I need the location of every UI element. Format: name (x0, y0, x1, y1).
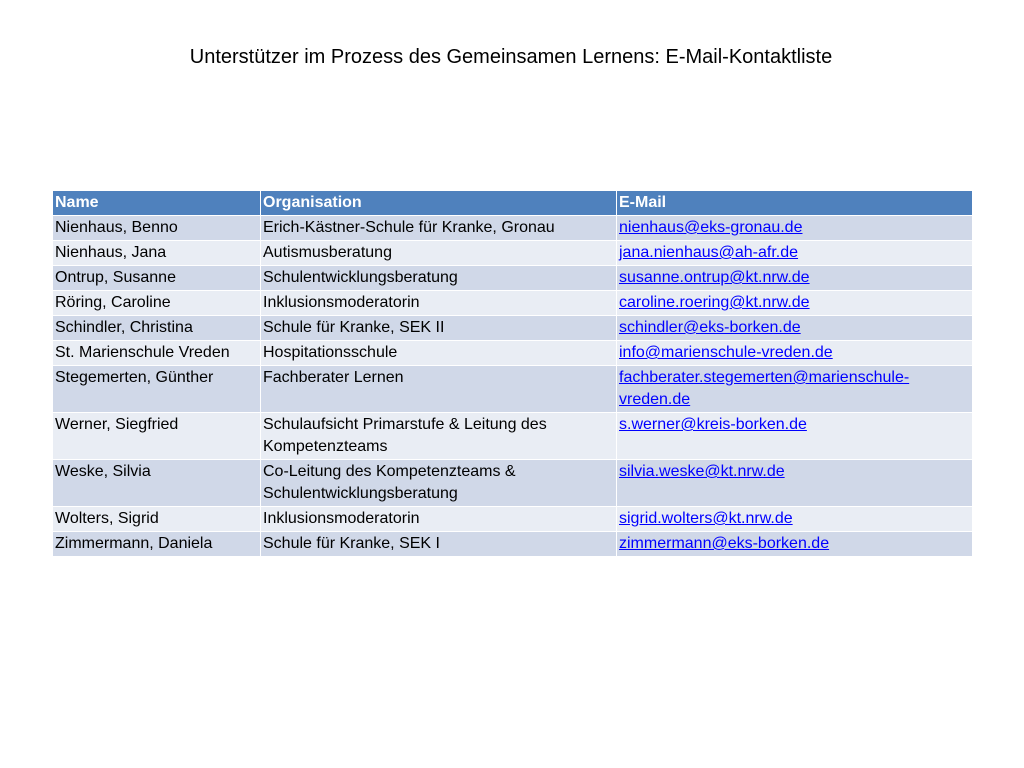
cell-email (617, 341, 973, 366)
email-link[interactable]: jana.nienhaus@ah-afr.de (619, 244, 799, 261)
cell-email (617, 366, 973, 413)
cell-name: Werner, Siegfried (53, 413, 261, 460)
cell-name: Wolters, Sigrid (53, 507, 261, 532)
cell-name: Schindler, Christina (53, 316, 261, 341)
email-link[interactable]: zimmermann@eks-borken.de (619, 535, 830, 552)
column-header-email: E-Mail (617, 191, 973, 216)
page-title: Unterstützer im Prozess des Gemeinsamen Lernens: E-Mail-Kontaktliste (189, 46, 833, 68)
cell-email (617, 460, 973, 507)
cell-organisation: Inklusionsmoderatorin (261, 507, 617, 532)
table-row (53, 460, 973, 507)
cell-email (617, 291, 973, 316)
email-link[interactable]: s.werner@kreis-borken.de (619, 416, 807, 433)
cell-organisation: Schulaufsicht Primarstufe & Leitung des Kompetenzteams (261, 413, 617, 460)
table-row (53, 532, 973, 557)
email-link[interactable]: fachberater.stegemerten@marienschule-vreden.de (619, 369, 910, 408)
table-row (53, 216, 973, 241)
table-row (53, 291, 973, 316)
cell-organisation: Hospitationsschule (261, 341, 617, 366)
cell-name: Weske, Silvia (53, 460, 261, 507)
cell-organisation: Schulentwicklungsberatung (261, 266, 617, 291)
cell-email (617, 216, 973, 241)
cell-name: St. Marienschule Vreden (53, 341, 261, 366)
email-link[interactable]: nienhaus@eks-gronau.de (619, 219, 803, 236)
cell-email (617, 241, 973, 266)
email-link[interactable]: silvia.weske@kt.nrw.de (619, 463, 785, 480)
cell-name: Stegemerten, Günther (53, 366, 261, 413)
table-body (53, 216, 973, 557)
table-header (53, 191, 973, 216)
cell-email (617, 532, 973, 557)
contact-table (52, 190, 973, 557)
cell-organisation: Inklusionsmoderatorin (261, 291, 617, 316)
email-link[interactable]: caroline.roering@kt.nrw.de (619, 294, 810, 311)
cell-organisation: Schule für Kranke, SEK I (261, 532, 617, 557)
table-row (53, 366, 973, 413)
cell-name: Röring, Caroline (53, 291, 261, 316)
cell-organisation: Fachberater Lernen (261, 366, 617, 413)
email-link[interactable]: info@marienschule-vreden.de (619, 344, 833, 361)
table-row (53, 341, 973, 366)
cell-name: Nienhaus, Jana (53, 241, 261, 266)
cell-organisation: Co-Leitung des Kompetenzteams & Schulentwicklungsberatung (261, 460, 617, 507)
cell-email (617, 316, 973, 341)
email-link[interactable]: sigrid.wolters@kt.nrw.de (619, 510, 793, 527)
table-row (53, 316, 973, 341)
email-link[interactable]: schindler@eks-borken.de (619, 319, 801, 336)
cell-organisation: Schule für Kranke, SEK II (261, 316, 617, 341)
column-header-name: Name (53, 191, 261, 216)
cell-name: Nienhaus, Benno (53, 216, 261, 241)
table-row (53, 266, 973, 291)
table-row (53, 241, 973, 266)
cell-email (617, 413, 973, 460)
table-row (53, 413, 973, 460)
table-row (53, 507, 973, 532)
cell-email (617, 507, 973, 532)
email-link[interactable]: susanne.ontrup@kt.nrw.de (619, 269, 810, 286)
cell-name: Zimmermann, Daniela (53, 532, 261, 557)
cell-email (617, 266, 973, 291)
cell-organisation: Autismusberatung (261, 241, 617, 266)
header-row (53, 191, 973, 216)
cell-organisation: Erich-Kästner-Schule für Kranke, Gronau (261, 216, 617, 241)
cell-name: Ontrup, Susanne (53, 266, 261, 291)
column-header-organisation: Organisation (261, 191, 617, 216)
